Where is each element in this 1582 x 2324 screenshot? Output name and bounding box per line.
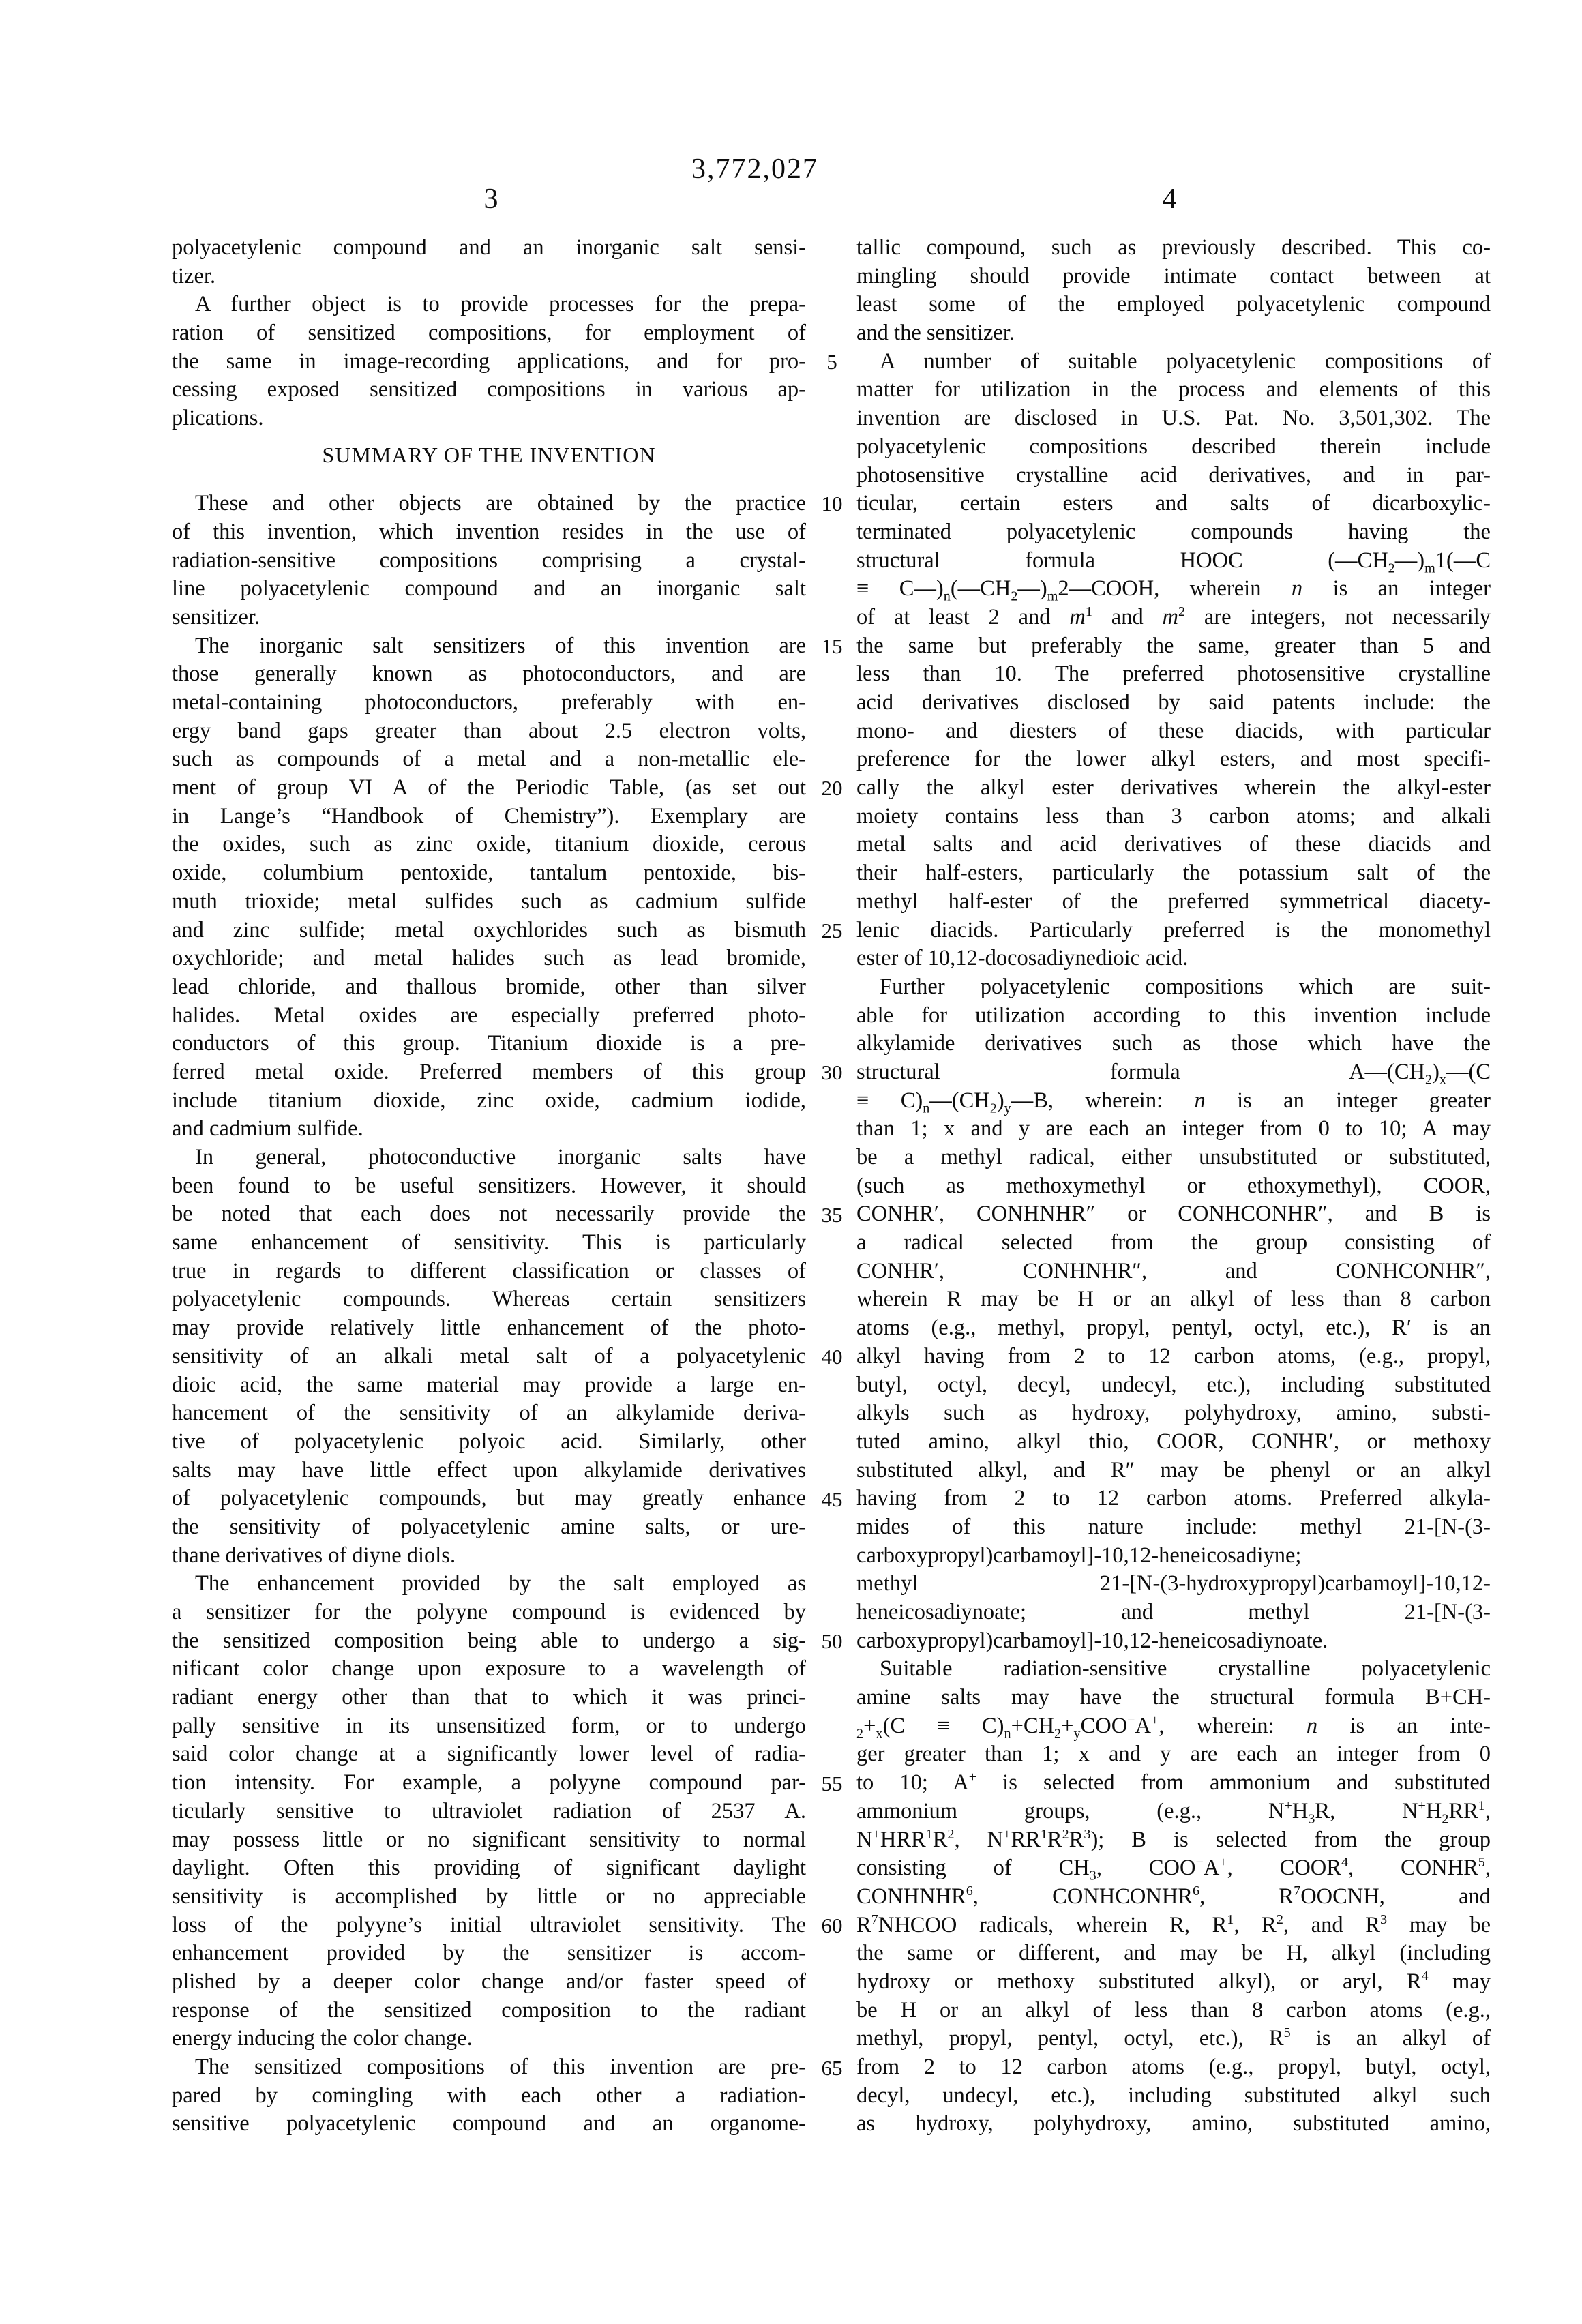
text-line: of polyacetylenic compounds, but may greatly enhance — [172, 1486, 806, 1511]
text-line: structural formula HOOC $(—CH_2—)_m1(—C$ — [856, 548, 1491, 576]
text-line: mono- and diesters of these diacids, with particular — [856, 718, 1491, 743]
text-line: the same but preferably the same, greater than 5 and — [856, 633, 1491, 658]
column-number-right: 4 — [1162, 183, 1177, 215]
text-line: ergy band gaps greater than about 2.5 electron volts, — [172, 718, 806, 743]
text-line: wherein R may be H or an alkyl of less than 8 carbon — [856, 1287, 1491, 1312]
text-line: ferred metal oxide. Preferred members of this group — [172, 1059, 806, 1084]
text-line: response of the sensitized composition to the radiant — [172, 1997, 806, 2023]
text-line: invention are disclosed in U.S. Pat. No. 3,501,302. The — [856, 406, 1491, 431]
text-line: The sensitized compositions of this invention are pre- — [195, 2055, 806, 2080]
text-line: enhancement provided by the sensitizer is accom- — [172, 1941, 806, 1966]
text-line: ester of 10,12-docosadiynedioic acid. — [856, 946, 1189, 971]
text-line: heneicosadiynoate; and methyl 21-[N-(3- — [856, 1600, 1491, 1624]
text-line: energy inducing the color change. — [172, 2026, 473, 2051]
text-line: alkyls such as hydroxy, polyhydroxy, amino, substi- — [856, 1401, 1491, 1426]
line-number: 45 — [821, 1487, 843, 1511]
text-line: methyl, propyl, pentyl, octyl, etc.), $R^5$ is an alkyl of — [856, 2025, 1491, 2051]
text-line: $R^7NHCOO$ radicals, wherein R, $R^1$, $R^2$, and $R^3$ may be — [856, 1911, 1491, 1937]
line-number: 10 — [821, 492, 843, 516]
text-line: less than 10. The preferred photosensitive crystalline — [856, 661, 1491, 687]
text-line: radiation-sensitive compositions comprising a crystal- — [172, 548, 806, 573]
line-number: 20 — [821, 776, 843, 801]
text-line: may possess little or no significant sensitivity to normal — [172, 1827, 806, 1852]
text-line: methyl half-ester of the preferred symmetrical diacety- — [856, 889, 1491, 914]
text-line: metal salts and acid derivatives of these diacids and — [856, 832, 1491, 857]
right-column — [856, 234, 1491, 2139]
text-line: hydroxy or methoxy substituted alkyl), or aryl, $R^4$ may — [856, 1969, 1491, 1994]
text-line: than 1; x and y are each an integer from 0 to 10; A may — [856, 1116, 1491, 1142]
line-number: 55 — [821, 1771, 843, 1796]
text-line: decyl, undecyl, etc.), including substituted alkyl such — [856, 2083, 1491, 2108]
text-line: may provide relatively little enhancement of the photo- — [172, 1315, 806, 1341]
text-line: $_2+_x(C \equiv C)_n+CH_2+_yCOO^-A^+$, wherein: n is an inte- — [856, 1712, 1491, 1742]
text-line: in Lange’s “Handbook of Chemistry”). Exemplary are — [172, 803, 806, 829]
text-line: said color change at a significantly lower level of radia- — [172, 1742, 806, 1767]
text-line: CONHR′, CONHNHR″ or CONHCONHR″, and B is — [856, 1202, 1491, 1227]
patent-number: 3,772,027 — [691, 153, 818, 185]
text-line: structural formula $A—(CH_2)_x—(C$ — [856, 1059, 1491, 1088]
text-line: true in regards to different classification or classes of — [172, 1258, 806, 1283]
text-line: ammonium groups, (e.g., $N^+H_3R$, $N^+H_2RR^1$, — [856, 1798, 1491, 1827]
text-line: as hydroxy, polyhydroxy, amino, substituted amino, — [856, 2111, 1491, 2136]
text-line: A number of suitable polyacetylenic compositions of — [880, 348, 1491, 374]
text-line: (such as methoxymethyl or ethoxymethyl), COOR, — [856, 1173, 1491, 1198]
text-line: and the sensitizer. — [856, 321, 1015, 346]
text-line: amine salts may have the structural formula B+CH- — [856, 1685, 1491, 1710]
text-line: In general, photoconductive inorganic salts have — [195, 1145, 806, 1170]
text-line: radiant energy other than that to which it was princi- — [172, 1685, 806, 1710]
text-line: a sensitizer for the polyyne compound is evidenced by — [172, 1600, 806, 1625]
text-line: oxide, columbium pentoxide, tantalum pentoxide, bis- — [172, 861, 806, 886]
text-line: tizer. — [172, 263, 216, 288]
text-line: dioic acid, the same material may provide a large en- — [172, 1372, 806, 1397]
text-line: ticular, certain esters and salts of dicarboxylic- — [856, 491, 1491, 516]
text-line: substituted alkyl, and R″ may be phenyl or an alkyl — [856, 1457, 1491, 1483]
text-line: tallic compound, such as previously described. This co- — [856, 235, 1491, 260]
text-line: been found to be useful sensitizers. However, it should — [172, 1173, 806, 1198]
text-line: Suitable radiation-sensitive crystalline polyacetylenic — [880, 1656, 1491, 1682]
text-line: be H or an alkyl of less than 8 carbon atoms (e.g., — [856, 1997, 1491, 2023]
text-line: loss of the polyyne’s initial ultraviolet sensitivity. The — [172, 1912, 806, 1937]
text-line: A further object is to provide processes for the prepa- — [195, 292, 806, 317]
text-line: nificant color change upon exposure to a wavelength of — [172, 1656, 806, 1682]
line-number: 35 — [821, 1202, 843, 1227]
text-line: their half-esters, particularly the potassium salt of the — [856, 861, 1491, 886]
line-number: 60 — [821, 1913, 843, 1938]
text-line: The inorganic salt sensitizers of this invention are — [195, 633, 806, 658]
line-number: 40 — [821, 1345, 843, 1369]
text-line: and zinc sulfide; metal oxychlorides such as bismuth — [172, 917, 806, 942]
text-line: be a methyl radical, either unsubstituted or substituted, — [856, 1145, 1491, 1170]
text-line: photosensitive crystalline acid derivatives, and in par- — [856, 462, 1491, 488]
text-line: cally the alkyl ester derivatives wherein the alkyl-ester — [856, 775, 1491, 801]
left-column — [172, 234, 806, 2139]
text-line: alkylamide derivatives such as those which have the — [856, 1031, 1491, 1056]
line-number: 5 — [826, 349, 837, 374]
text-line: moiety contains less than 3 carbon atoms; and alkali — [856, 803, 1491, 829]
text-line: acid derivatives disclosed by said patents include: the — [856, 690, 1491, 715]
text-line: include titanium dioxide, zinc oxide, cadmium iodide, — [172, 1088, 806, 1113]
text-line: pared by comingling with each other a radiation- — [172, 2083, 806, 2108]
section-heading: SUMMARY OF THE INVENTION — [322, 442, 656, 467]
text-line: ration of sensitized compositions, for employment of — [172, 321, 806, 346]
text-line: mides of this nature include: methyl 21-[N-(3- — [856, 1514, 1491, 1539]
text-line: lenic diacids. Particularly preferred is the monomethyl — [856, 917, 1491, 942]
text-line: alkyl having from 2 to 12 carbon atoms, (e.g., propyl, — [856, 1343, 1491, 1369]
text-line: cessing exposed sensitized compositions in various ap- — [172, 377, 806, 402]
text-line: to 10; A+ is selected from ammonium and substituted — [856, 1770, 1491, 1796]
text-line: ≡ $C—)_n(—CH_2—)_m2—COOH$, wherein n is an integer — [856, 576, 1491, 604]
text-line: from 2 to 12 carbon atoms (e.g., propyl, butyl, octyl, — [856, 2055, 1491, 2079]
text-line: carboxypropyl)carbamoyl]-10,12-heneicosadiynoate. — [856, 1628, 1328, 1653]
text-line: the sensitized composition being able to undergo a sig- — [172, 1628, 806, 1653]
text-line: sensitive polyacetylenic compound and an organome- — [172, 2111, 806, 2136]
text-line: those generally known as photoconductors, and are — [172, 661, 806, 687]
text-line: plished by a deeper color change and/or faster speed of — [172, 1969, 806, 1994]
text-line: lead chloride, and thallous bromide, other than silver — [172, 974, 806, 999]
text-line: of at least 2 and $m^1$ and $m^2$ are integers, not necessarily — [856, 604, 1491, 629]
text-line: line polyacetylenic compound and an inorganic salt — [172, 576, 806, 601]
text-line: the sensitivity of polyacetylenic amine salts, or ure- — [172, 1514, 806, 1539]
text-line: tive of polyacetylenic polyoic acid. Similarly, other — [172, 1429, 806, 1454]
line-number: 65 — [821, 2055, 843, 2080]
text-line: able for utilization according to this invention include — [856, 1002, 1491, 1028]
text-line: matter for utilization in the process and elements of this — [856, 377, 1491, 402]
text-line: The enhancement provided by the salt employed as — [195, 1571, 806, 1596]
text-line: ≡ $C)_n—(CH_2)_y—B$, wherein: n is an integer greater — [856, 1088, 1491, 1116]
text-line: thane derivatives of diyne diols. — [172, 1543, 456, 1568]
text-line: preference for the lower alkyl esters, and most specifi- — [856, 747, 1491, 772]
text-line: halides. Metal oxides are especially preferred photo- — [172, 1002, 806, 1028]
text-line: ticularly sensitive to ultraviolet radiation of 2537 A. — [172, 1798, 806, 1823]
text-line: ger greater than 1; x and y are each an integer from 0 — [856, 1742, 1491, 1767]
text-line: polyacetylenic compositions described therein include — [856, 434, 1491, 459]
text-line: conductors of this group. Titanium dioxide is a pre- — [172, 1031, 806, 1056]
text-line: These and other objects are obtained by the practice — [195, 491, 806, 516]
text-line: polyacetylenic compounds. Whereas certain sensitizers — [172, 1287, 806, 1312]
line-number: 25 — [821, 918, 843, 942]
text-line: pally sensitive in its unsensitized form, or to undergo — [172, 1713, 806, 1738]
text-line: a radical selected from the group consisting of — [856, 1230, 1491, 1255]
text-line: $N^+HRR^1R^2$, $N^+RR^1R^2R^3$); B is selected from the group — [856, 1826, 1491, 1852]
text-line: CONHR′, CONHNHR″, and CONHCONHR″, — [856, 1258, 1491, 1283]
text-line: the same or different, and may be H, alkyl (including — [856, 1941, 1491, 1966]
text-line: and cadmium sulfide. — [172, 1116, 363, 1142]
text-line: metal-containing photoconductors, preferably with en- — [172, 690, 806, 715]
text-line: oxychloride; and metal halides such as lead bromide, — [172, 946, 806, 971]
text-line: methyl 21-[N-(3-hydroxypropyl)carbamoyl]-10,12- — [856, 1571, 1491, 1596]
text-line: the same in image-recording applications, and for pro- — [172, 348, 806, 374]
text-line: the oxides, such as zinc oxide, titanium dioxide, cerous — [172, 832, 806, 857]
text-line: hancement of the sensitivity of an alkylamide deriva- — [172, 1401, 806, 1426]
text-line: daylight. Often this providing of significant daylight — [172, 1856, 806, 1881]
text-line: sensitizer. — [172, 604, 260, 629]
text-line: muth trioxide; metal sulfides such as cadmium sulfide — [172, 889, 806, 914]
line-number: 30 — [821, 1060, 843, 1085]
text-line: sensitivity is accomplished by little or no appreciable — [172, 1883, 806, 1909]
text-line: consisting of $CH_3$, COO−A+, COOR$^4$, CONHR$^5$, — [856, 1855, 1491, 1883]
text-line: tuted amino, alkyl thio, COOR, CONHR′, or methoxy — [856, 1429, 1491, 1454]
text-line: least some of the employed polyacetylenic compound — [856, 292, 1491, 317]
column-number-left: 3 — [483, 183, 498, 215]
text-line: having from 2 to 12 carbon atoms. Preferred alkyla- — [856, 1486, 1491, 1511]
text-line: tion intensity. For example, a polyyne compound par- — [172, 1770, 806, 1796]
text-line: CONHNHR$^6$, CONHCONHR$^6$, $R^7OOCNH$, and — [856, 1883, 1491, 1909]
text-line: plications. — [172, 406, 264, 431]
text-line: mingling should provide intimate contact between at — [856, 263, 1491, 288]
text-line: be noted that each does not necessarily provide the — [172, 1202, 806, 1227]
line-number: 15 — [821, 634, 843, 658]
text-line: polyacetylenic compound and an inorganic salt sensi- — [172, 235, 806, 260]
text-line: salts may have little effect upon alkylamide derivatives — [172, 1457, 806, 1483]
text-line: Further polyacetylenic compositions which are suit- — [880, 974, 1491, 999]
text-line: same enhancement of sensitivity. This is particularly — [172, 1230, 806, 1255]
text-line: carboxypropyl)carbamoyl]-10,12-heneicosadiyne; — [856, 1543, 1302, 1568]
text-line: such as compounds of a metal and a non-metallic ele- — [172, 747, 806, 772]
text-line: ment of group VI A of the Periodic Table, (as set out — [172, 775, 806, 801]
line-number: 50 — [821, 1629, 843, 1654]
text-line: atoms (e.g., methyl, propyl, pentyl, octyl, etc.), R′ is an — [856, 1315, 1491, 1341]
text-line: terminated polyacetylenic compounds having the — [856, 519, 1491, 544]
text-line: butyl, octyl, decyl, undecyl, etc.), including substituted — [856, 1372, 1491, 1397]
text-line: sensitivity of an alkali metal salt of a polyacetylenic — [172, 1343, 806, 1369]
text-line: of this invention, which invention resides in the use of — [172, 519, 806, 544]
